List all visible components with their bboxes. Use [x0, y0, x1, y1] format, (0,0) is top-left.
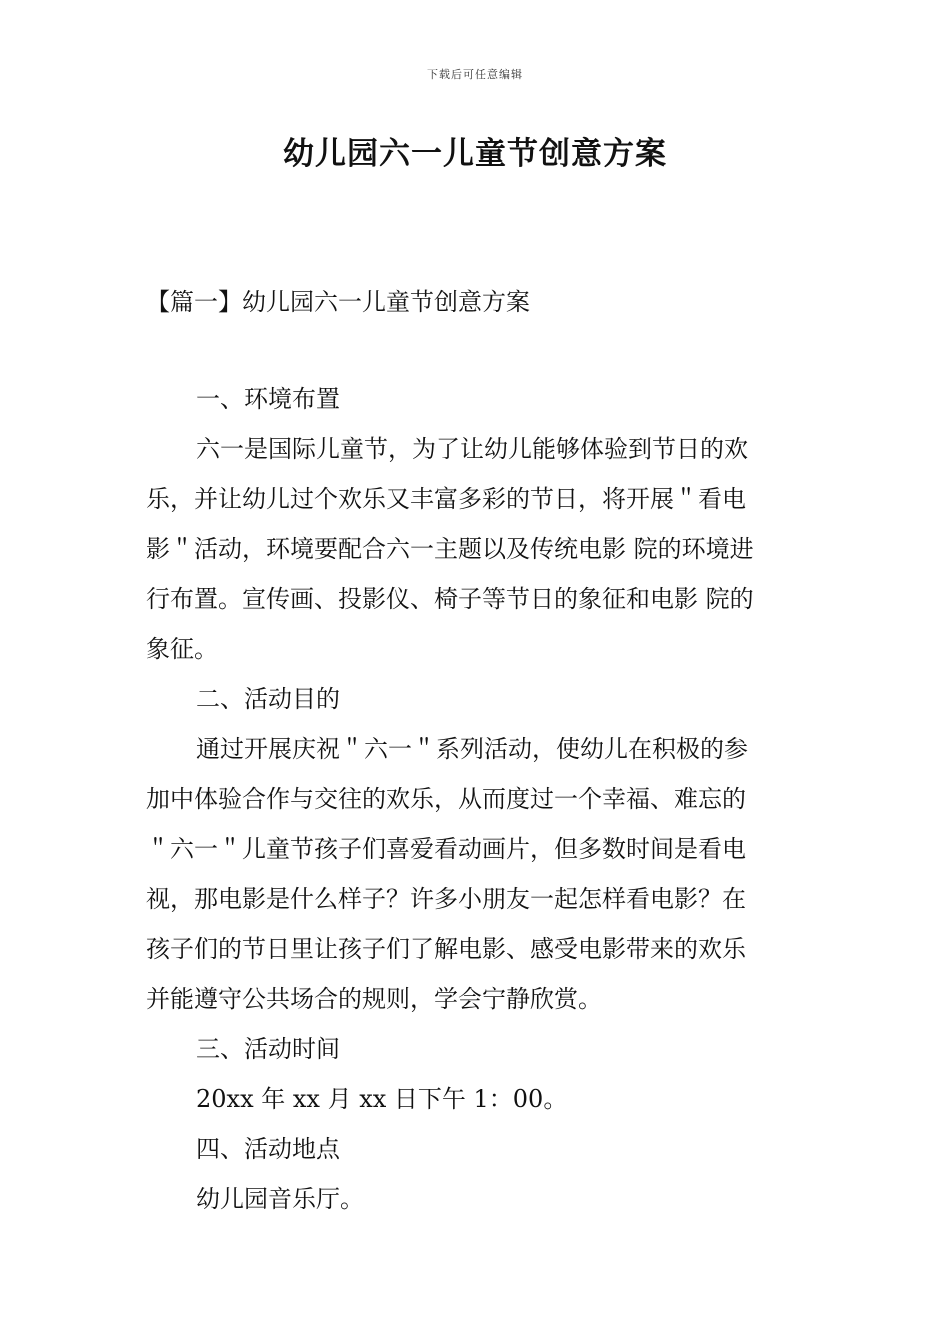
paragraph-line: 视，那电影是什么样子？许多小朋友一起怎样看电影？在	[146, 885, 746, 913]
paragraph-purpose	[146, 724, 806, 1024]
document-body	[146, 374, 806, 1224]
header-note: 下载后可任意编辑	[427, 68, 523, 81]
paragraph-line: 乐，并让幼儿过个欢乐又丰富多彩的节日，将开展＂看电	[146, 485, 746, 513]
paragraph-time: 20xx 年 xx 月 xx 日下午 1：00。	[196, 1085, 568, 1113]
paragraph-environment	[146, 424, 806, 674]
heading-environment: 一、环境布置	[196, 385, 340, 413]
paragraph-line: 并能遵守公共场合的规则，学会宁静欣赏。	[146, 985, 602, 1013]
paragraph-line: 加中体验合作与交往的欢乐，从而度过一个幸福、难忘的	[146, 785, 746, 813]
paragraph-line: 孩子们的节日里让孩子们了解电影、感受电影带来的欢乐	[146, 935, 746, 963]
document-title: 幼儿园六一儿童节创意方案	[283, 136, 667, 172]
heading-purpose: 二、活动目的	[196, 685, 340, 713]
paragraph-line: 行布置。宣传画、投影仪、椅子等节日的象征和电影 院的	[146, 585, 754, 613]
paragraph-location: 幼儿园音乐厅。	[196, 1185, 364, 1213]
heading-time: 三、活动时间	[196, 1035, 340, 1063]
paragraph-line: 六一是国际儿童节，为了让幼儿能够体验到节日的欢	[196, 435, 748, 463]
paragraph-line: ＂六一＂儿童节孩子们喜爱看动画片，但多数时间是看电	[146, 835, 746, 863]
section-title: 【篇一】幼儿园六一儿童节创意方案	[146, 288, 530, 316]
heading-location: 四、活动地点	[196, 1135, 340, 1163]
paragraph-line: 象征。	[146, 635, 218, 663]
paragraph-line: 影＂活动，环境要配合六一主题以及传统电影 院的环境进	[146, 535, 754, 563]
paragraph-line: 通过开展庆祝＂六一＂系列活动，使幼儿在积极的参	[196, 735, 748, 763]
